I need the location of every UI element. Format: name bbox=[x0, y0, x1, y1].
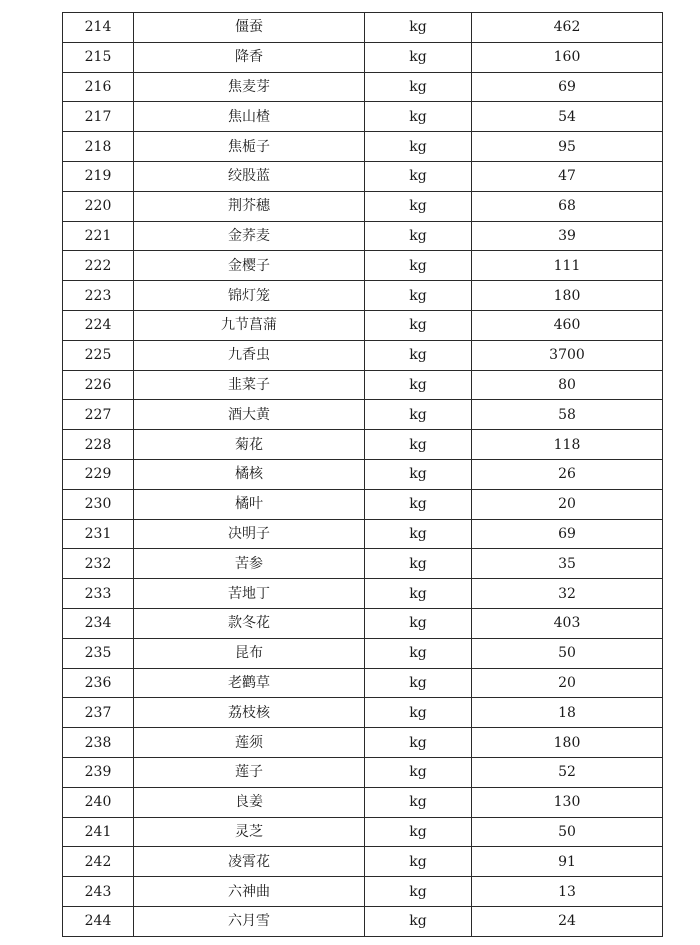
table-row bbox=[63, 549, 663, 579]
herb-name-cell: 款冬花 bbox=[134, 608, 365, 638]
unit-cell: kg bbox=[365, 310, 472, 340]
quantity-cell: 3700 bbox=[472, 340, 663, 370]
table-row bbox=[63, 42, 663, 72]
row-number-cell: 227 bbox=[63, 400, 134, 430]
herb-name-cell: 九香虫 bbox=[134, 340, 365, 370]
quantity-cell: 13 bbox=[472, 877, 663, 907]
row-number-cell: 225 bbox=[63, 340, 134, 370]
table-row bbox=[63, 519, 663, 549]
table-row bbox=[63, 221, 663, 251]
row-number-cell: 217 bbox=[63, 102, 134, 132]
row-number-cell: 238 bbox=[63, 728, 134, 758]
quantity-cell: 95 bbox=[472, 132, 663, 162]
row-number-cell: 228 bbox=[63, 430, 134, 460]
row-number-cell: 231 bbox=[63, 519, 134, 549]
row-number-cell: 222 bbox=[63, 251, 134, 281]
row-number-cell: 241 bbox=[63, 817, 134, 847]
table-row bbox=[63, 608, 663, 638]
table-row bbox=[63, 668, 663, 698]
quantity-cell: 111 bbox=[472, 251, 663, 281]
quantity-cell: 26 bbox=[472, 459, 663, 489]
table-row bbox=[63, 132, 663, 162]
herb-name-cell: 六神曲 bbox=[134, 877, 365, 907]
herb-name-cell: 橘叶 bbox=[134, 489, 365, 519]
quantity-cell: 80 bbox=[472, 370, 663, 400]
quantity-cell: 160 bbox=[472, 42, 663, 72]
quantity-cell: 462 bbox=[472, 13, 663, 43]
row-number-cell: 219 bbox=[63, 161, 134, 191]
herb-name-cell: 焦栀子 bbox=[134, 132, 365, 162]
quantity-cell: 18 bbox=[472, 698, 663, 728]
table-row bbox=[63, 698, 663, 728]
table-row bbox=[63, 370, 663, 400]
herb-name-cell: 荆芥穗 bbox=[134, 191, 365, 221]
quantity-cell: 39 bbox=[472, 221, 663, 251]
unit-cell: kg bbox=[365, 906, 472, 936]
quantity-cell: 58 bbox=[472, 400, 663, 430]
unit-cell: kg bbox=[365, 489, 472, 519]
unit-cell: kg bbox=[365, 817, 472, 847]
row-number-cell: 223 bbox=[63, 281, 134, 311]
unit-cell: kg bbox=[365, 608, 472, 638]
quantity-cell: 52 bbox=[472, 757, 663, 787]
quantity-cell: 32 bbox=[472, 579, 663, 609]
table-row bbox=[63, 847, 663, 877]
row-number-cell: 224 bbox=[63, 310, 134, 340]
table-row bbox=[63, 787, 663, 817]
herb-name-cell: 焦山楂 bbox=[134, 102, 365, 132]
table-row bbox=[63, 817, 663, 847]
row-number-cell: 216 bbox=[63, 72, 134, 102]
table-row bbox=[63, 728, 663, 758]
herb-name-cell: 金荞麦 bbox=[134, 221, 365, 251]
unit-cell: kg bbox=[365, 579, 472, 609]
table-row bbox=[63, 459, 663, 489]
table-row bbox=[63, 757, 663, 787]
quantity-cell: 20 bbox=[472, 668, 663, 698]
unit-cell: kg bbox=[365, 72, 472, 102]
quantity-cell: 24 bbox=[472, 906, 663, 936]
unit-cell: kg bbox=[365, 221, 472, 251]
unit-cell: kg bbox=[365, 757, 472, 787]
row-number-cell: 236 bbox=[63, 668, 134, 698]
quantity-cell: 118 bbox=[472, 430, 663, 460]
row-number-cell: 229 bbox=[63, 459, 134, 489]
unit-cell: kg bbox=[365, 42, 472, 72]
herb-name-cell: 莲子 bbox=[134, 757, 365, 787]
unit-cell: kg bbox=[365, 430, 472, 460]
row-number-cell: 220 bbox=[63, 191, 134, 221]
table-row bbox=[63, 102, 663, 132]
unit-cell: kg bbox=[365, 161, 472, 191]
unit-cell: kg bbox=[365, 102, 472, 132]
table-row bbox=[63, 13, 663, 43]
row-number-cell: 234 bbox=[63, 608, 134, 638]
unit-cell: kg bbox=[365, 132, 472, 162]
herb-name-cell: 莲须 bbox=[134, 728, 365, 758]
unit-cell: kg bbox=[365, 549, 472, 579]
unit-cell: kg bbox=[365, 191, 472, 221]
table-body bbox=[63, 13, 663, 937]
table-row bbox=[63, 906, 663, 936]
row-number-cell: 237 bbox=[63, 698, 134, 728]
herb-name-cell: 灵芝 bbox=[134, 817, 365, 847]
herb-quantity-table bbox=[62, 12, 663, 937]
row-number-cell: 242 bbox=[63, 847, 134, 877]
quantity-cell: 35 bbox=[472, 549, 663, 579]
table-row bbox=[63, 161, 663, 191]
unit-cell: kg bbox=[365, 668, 472, 698]
quantity-cell: 47 bbox=[472, 161, 663, 191]
herb-name-cell: 菊花 bbox=[134, 430, 365, 460]
unit-cell: kg bbox=[365, 877, 472, 907]
table-row bbox=[63, 400, 663, 430]
row-number-cell: 240 bbox=[63, 787, 134, 817]
herb-name-cell: 锦灯笼 bbox=[134, 281, 365, 311]
herb-name-cell: 六月雪 bbox=[134, 906, 365, 936]
herb-name-cell: 凌霄花 bbox=[134, 847, 365, 877]
quantity-cell: 403 bbox=[472, 608, 663, 638]
herb-name-cell: 金樱子 bbox=[134, 251, 365, 281]
unit-cell: kg bbox=[365, 847, 472, 877]
quantity-cell: 91 bbox=[472, 847, 663, 877]
unit-cell: kg bbox=[365, 13, 472, 43]
herb-name-cell: 苦参 bbox=[134, 549, 365, 579]
table-row bbox=[63, 430, 663, 460]
herb-name-cell: 荔枝核 bbox=[134, 698, 365, 728]
quantity-cell: 50 bbox=[472, 638, 663, 668]
row-number-cell: 235 bbox=[63, 638, 134, 668]
row-number-cell: 239 bbox=[63, 757, 134, 787]
table-row bbox=[63, 638, 663, 668]
herb-name-cell: 苦地丁 bbox=[134, 579, 365, 609]
herb-name-cell: 绞股蓝 bbox=[134, 161, 365, 191]
row-number-cell: 243 bbox=[63, 877, 134, 907]
quantity-cell: 54 bbox=[472, 102, 663, 132]
herb-name-cell: 良姜 bbox=[134, 787, 365, 817]
herb-name-cell: 焦麦芽 bbox=[134, 72, 365, 102]
quantity-cell: 180 bbox=[472, 728, 663, 758]
quantity-cell: 180 bbox=[472, 281, 663, 311]
table-row bbox=[63, 489, 663, 519]
herb-name-cell: 僵蚕 bbox=[134, 13, 365, 43]
unit-cell: kg bbox=[365, 400, 472, 430]
row-number-cell: 244 bbox=[63, 906, 134, 936]
table-row bbox=[63, 579, 663, 609]
table-row bbox=[63, 191, 663, 221]
unit-cell: kg bbox=[365, 698, 472, 728]
quantity-cell: 130 bbox=[472, 787, 663, 817]
unit-cell: kg bbox=[365, 638, 472, 668]
row-number-cell: 233 bbox=[63, 579, 134, 609]
herb-name-cell: 降香 bbox=[134, 42, 365, 72]
unit-cell: kg bbox=[365, 251, 472, 281]
herb-name-cell: 酒大黄 bbox=[134, 400, 365, 430]
unit-cell: kg bbox=[365, 370, 472, 400]
table-row bbox=[63, 877, 663, 907]
quantity-cell: 460 bbox=[472, 310, 663, 340]
table-row bbox=[63, 340, 663, 370]
row-number-cell: 214 bbox=[63, 13, 134, 43]
quantity-cell: 69 bbox=[472, 519, 663, 549]
row-number-cell: 221 bbox=[63, 221, 134, 251]
unit-cell: kg bbox=[365, 459, 472, 489]
herb-name-cell: 橘核 bbox=[134, 459, 365, 489]
quantity-cell: 68 bbox=[472, 191, 663, 221]
unit-cell: kg bbox=[365, 340, 472, 370]
row-number-cell: 215 bbox=[63, 42, 134, 72]
table-row bbox=[63, 310, 663, 340]
row-number-cell: 230 bbox=[63, 489, 134, 519]
row-number-cell: 218 bbox=[63, 132, 134, 162]
row-number-cell: 226 bbox=[63, 370, 134, 400]
unit-cell: kg bbox=[365, 787, 472, 817]
quantity-cell: 69 bbox=[472, 72, 663, 102]
herb-name-cell: 韭菜子 bbox=[134, 370, 365, 400]
table-row bbox=[63, 72, 663, 102]
herb-name-cell: 昆布 bbox=[134, 638, 365, 668]
herb-name-cell: 九节菖蒲 bbox=[134, 310, 365, 340]
table-row bbox=[63, 251, 663, 281]
unit-cell: kg bbox=[365, 519, 472, 549]
unit-cell: kg bbox=[365, 281, 472, 311]
herb-name-cell: 老鹳草 bbox=[134, 668, 365, 698]
unit-cell: kg bbox=[365, 728, 472, 758]
quantity-cell: 50 bbox=[472, 817, 663, 847]
quantity-cell: 20 bbox=[472, 489, 663, 519]
herb-name-cell: 决明子 bbox=[134, 519, 365, 549]
table-row bbox=[63, 281, 663, 311]
row-number-cell: 232 bbox=[63, 549, 134, 579]
